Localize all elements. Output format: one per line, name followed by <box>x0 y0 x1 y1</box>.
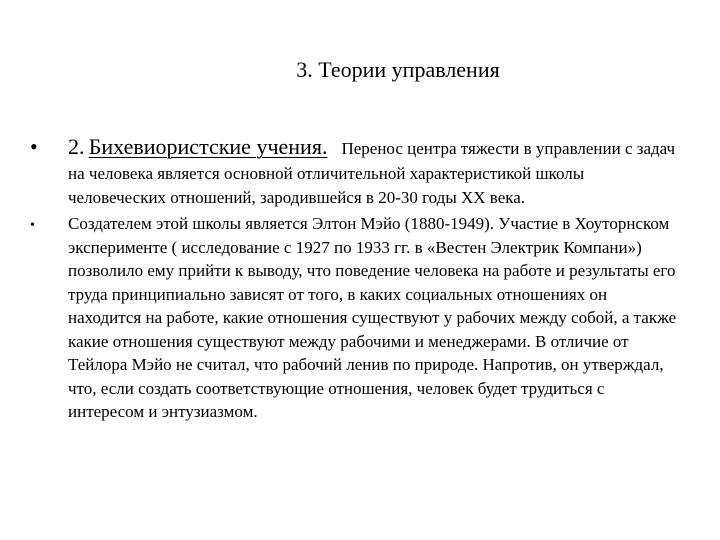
bullet-item <box>30 132 680 210</box>
bullet-text: Создателем этой школы является Элтон Мэйо (1880-1949). Участие в Хоуторнском эксперименте ( исследование с 1927 по 1933 гг. в «Вестен Электрик Компани») позволило ему прийти к выводу, что поведение человека на работе и результаты его труда принципиально зависят от того, в каких социальных отношениях он находится на работе, какие отношения существуют у рабочих между собой, а также какие отношения существуют между рабочими и менеджерами. В отличие от Тейлора Мэйо не считал, что рабочий ленив по природе. Напротив, он утверждал, что, если создать соответствующие отношения, человек будет трудиться с интересом и энтузиазмом. <box>68 214 677 421</box>
bullet-number: 2. <box>68 134 85 159</box>
bullet-heading: Бихевиористские учения. <box>88 134 328 159</box>
bullet-icon: • <box>30 218 35 233</box>
bullet-icon: • <box>30 134 38 159</box>
bullet-list <box>30 132 680 424</box>
bullet-text: Перенос центра тяжести в управлении с задач на человека является основной отличительной характеристикой школы человеческих отношений, зародившейся в 20-30 годы XX века. <box>68 139 676 207</box>
bullet-item <box>30 212 680 424</box>
slide-title: 3. Теории управления <box>296 57 500 82</box>
